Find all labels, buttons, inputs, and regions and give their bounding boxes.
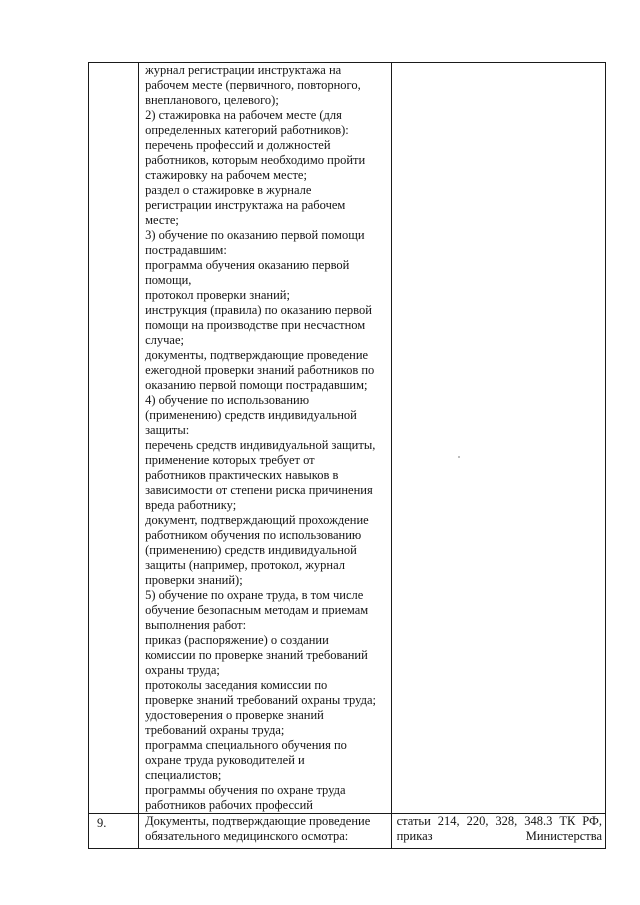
document-item: 5) обучение по охране труда, в том числе обучение безопасным методам и приемам выполнения работ: [145,588,369,632]
row-number-cell [89,814,139,849]
row-number [89,63,138,65]
document-item: протоколы заседания комиссии по проверке знаний требований охраны труда; [145,678,376,707]
document-item: протокол проверки знаний; [145,288,290,302]
table-row [89,63,606,814]
row-number-cell [89,63,139,814]
legal-basis-cell [391,63,605,814]
document-item: 3) обучение по оказанию первой помощи пострадавшим: [145,228,365,257]
document-item: инструкция (правила) по оказанию первой помощи на производстве при несчастном случае; [145,303,372,347]
legal-basis: статьи 214, 220, 328, 348.3 ТК РФ, приказ Министерства [396,814,602,843]
row-number: 9. [97,816,107,830]
document-item: удостоверения о проверке знаний требований охраны труда; [145,708,324,737]
document-item: перечень профессий и должностей работников, которым необходимо пройти стажировку на рабочем месте; [145,138,366,182]
document-item: раздел о стажировке в журнале регистрации инструктажа на рабочем месте; [145,183,346,227]
document-item: перечень средств индивидуальной защиты, применение которых требует от работников практических навыков в зависимости от степени риска причинения вреда работнику; [145,438,376,512]
document-item: приказ (распоряжение) о создании комиссии по проверке знаний требований охраны труда; [145,633,368,677]
document-item: 2) стажировка на рабочем месте (для определенных категорий работников): [145,108,349,137]
document-item: программа специального обучения по охране труда руководителей и специалистов; [145,738,347,782]
documents-cell [139,63,391,814]
documents-cell [139,814,391,849]
documents-list [139,63,390,813]
document-item: документ, подтверждающий прохождение работником обучения по использованию (применению) средств индивидуальной защиты (например, протокол, журнал проверки знаний); [145,513,369,587]
legal-basis-cell [391,814,605,849]
document-item: 4) обучение по использованию (применению) средств индивидуальной защиты: [145,393,357,437]
document-item: программа обучения оказанию первой помощи, [145,258,350,287]
document-item: журнал регистрации инструктажа на рабочем месте (первичного, повторного, внепланового, целевого); [145,63,361,107]
scan-speck [458,456,460,458]
document-item: Документы, подтверждающие проведение обязательного медицинского осмотра: [145,814,371,843]
table-row [89,814,606,849]
document-item: программы обучения по охране труда работников рабочих профессий [145,783,346,812]
requirements-table [88,62,606,849]
document-item: документы, подтверждающие проведение ежегодной проверки знаний работников по оказанию первой помощи пострадавшим; [145,348,375,392]
documents-list [139,814,390,844]
